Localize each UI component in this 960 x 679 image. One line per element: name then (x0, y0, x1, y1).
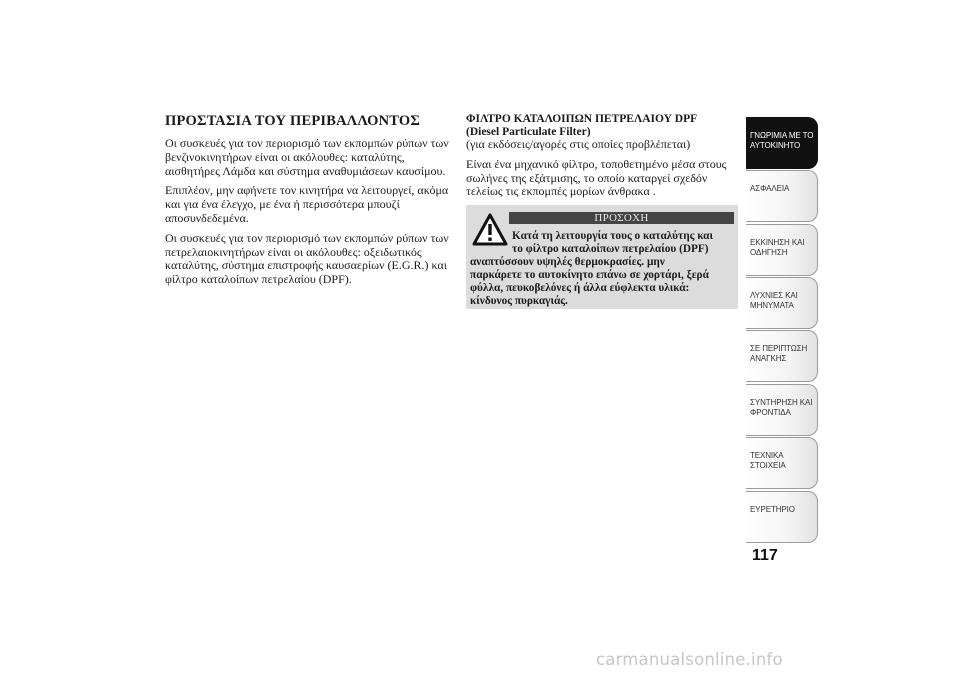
paragraph-spark-plugs: Επιπλέον, μην αφήνετε τον κινητήρα να λειτουργεί, ακόμα και για ένα έλεγχο, με ένα ή περισσότερα μπουζί αποσυνδεδεμένα. (165, 183, 449, 225)
paragraph-diesel-devices: Οι συσκευές για τον περιορισμό των εκπομπών ρύπων των πετρελαιοκινητήρων είναι οι ακόλουθες: οξειδωτικός καταλύτης, σύστημα επιστροφής καυσαερίων (E.G.R.) και φίλτρο καταλοίπων πετρελαίου (DPF). (165, 230, 449, 287)
tab-label: ΟΔΗΓΗΣΗ (750, 248, 788, 257)
warning-header: ΠΡΟΣΟΧΗ (509, 212, 734, 224)
warning-line: παρκάρετε το αυτοκίνητο επάνω σε χορτάρι, ξερά (470, 268, 709, 281)
tab-starting-and-driving[interactable] (746, 224, 818, 276)
chapter-tabs (746, 117, 818, 543)
dpf-body: Είναι ένα μηχανικό φίλτρο, τοποθετημένο μέσα στους σωλήνες της εξάτμισης, το οποίο καταργεί σχεδόν τελείως τις εκπομπές μορίων άνθρακα . (466, 156, 727, 199)
paragraph-petrol-devices: Οι συσκευές για τον περιορισμό των εκπομπών ρύπων των βενζινοκινητήρων είναι οι ακόλουθες: καταλύτης, αισθητήρες Λάμδα και σύστημα αναθυμιάσεων καυσίμου. (165, 136, 449, 178)
warning-line: αναπτύσσουν υψηλές θερμοκρασίες. μην (470, 255, 665, 268)
dpf-subtitle: (για εκδόσεις/αγορές στις οποίες προβλέπεται) (466, 137, 691, 151)
right-column (466, 113, 738, 205)
tab-label: ΦΡΟΝΤΙΔΑ (750, 408, 791, 417)
warning-line: κίνδυνος πυρκαγιάς. (470, 294, 568, 307)
tab-label: ΕΥΡΕΤΗΡΙΟ (750, 505, 795, 514)
tab-label: ΕΚΚΙΝΗΣΗ ΚΑΙ (750, 238, 805, 247)
left-column (165, 113, 450, 293)
warning-line: φύλλα, πευκοβελόνες ή άλλα εύφλεκτα υλικά: (470, 281, 690, 294)
tab-label: ΑΥΤΟΚΙΝΗΤΟ (750, 141, 801, 150)
tab-in-an-emergency[interactable] (746, 330, 818, 382)
dpf-title-line2: (Diesel Particulate Filter) (466, 125, 591, 138)
tab-label: ΜΗΝΥΜΑΤΑ (750, 301, 794, 310)
tab-label: ΣΥΝΤΗΡΗΣΗ ΚΑΙ (750, 398, 813, 407)
tab-servicing-and-care[interactable] (746, 384, 818, 436)
tab-getting-to-know-vehicle[interactable] (746, 117, 818, 169)
tab-label: ΓΝΩΡΙΜΙΑ ΜΕ ΤΟ (750, 131, 814, 140)
tab-label: ΑΝΑΓΚΗΣ (750, 354, 787, 363)
tab-label: ΣΕ ΠΕΡΙΠΤΩΣΗ (750, 344, 808, 353)
tab-index[interactable] (746, 491, 818, 543)
tab-technical-specifications[interactable] (746, 437, 818, 489)
watermark: carmanualsonline.info (596, 650, 783, 669)
section-heading: ΠΡΟΣΤΑΣΙΑ ΤΟΥ ΠΕΡΙΒΑΛΛΟΝΤΟΣ (165, 113, 421, 129)
tab-warning-lights-and-messages[interactable] (746, 277, 818, 329)
tab-label: ΛΥΧΝΙΕΣ ΚΑΙ (750, 291, 798, 300)
warning-line: το φίλτρο καταλοίπων πετρελαίου (DPF) (512, 242, 709, 255)
warning-box (466, 205, 738, 309)
tab-safety[interactable] (746, 170, 818, 222)
dpf-title-line1: ΦΙΛΤΡΟ ΚΑΤΑΛΟΙΠΩΝ ΠΕΤΡΕΛΑΙΟΥ DPF (466, 113, 698, 125)
tab-label: ΑΣΦΑΛΕΙΑ (750, 184, 790, 193)
tab-label: ΤΕΧΝΙΚΑ ΣΤΟΙΧΕΙΑ (750, 451, 786, 470)
page-number: 117 (752, 547, 778, 564)
warning-text (466, 230, 734, 307)
warning-line: Κατά τη λειτουργία τους ο καταλύτης και (512, 230, 713, 242)
